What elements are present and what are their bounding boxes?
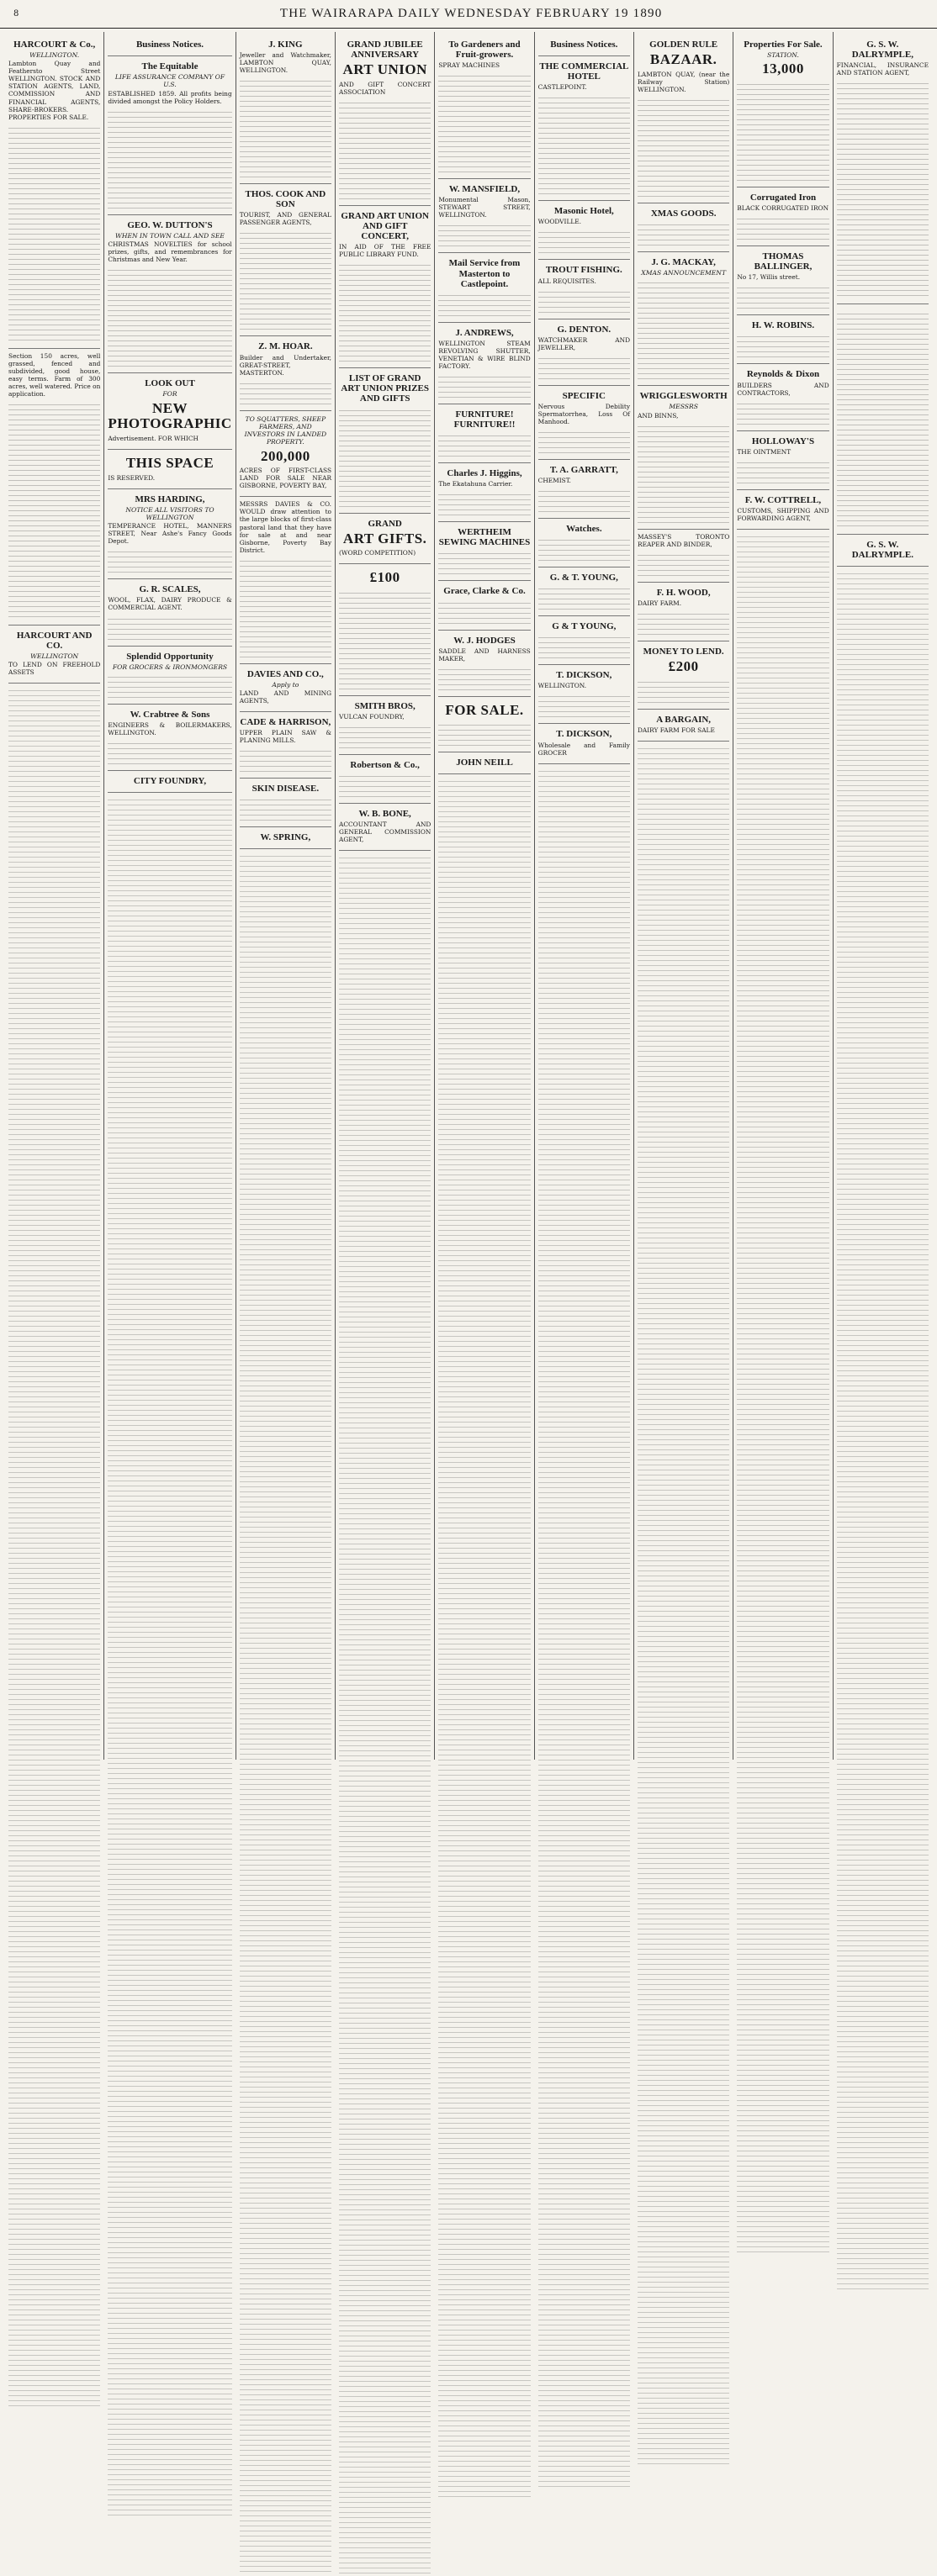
ad-heading: G & T YOUNG, [552, 621, 617, 632]
ad-heading: CADE & HARRISON, [240, 717, 331, 728]
ad-body-text: ACCOUNTANT AND GENERAL COMMISSION AGENT, [339, 821, 431, 844]
ad-heading: DAVIES AND CO., [246, 668, 324, 679]
body-text-lines [438, 431, 530, 457]
body-text-lines [339, 98, 431, 199]
ad-subheading: WHEN IN TOWN CALL AND SEE [115, 231, 225, 240]
ad-body-text: AND GIFT CONCERT ASSOCIATION [339, 80, 431, 96]
ad-heading: JOHN NEILL [456, 757, 513, 768]
advertisement [638, 641, 729, 710]
column-text-lines [538, 767, 630, 2489]
ad-heading: To Gardeners and Fruit-growers. [448, 40, 521, 61]
advertisement [737, 490, 828, 530]
ad-heading: Business Notices. [550, 40, 618, 50]
advertisement [108, 215, 231, 373]
ad-heading: F. W. COTTRELL, [744, 494, 822, 505]
masthead [0, 0, 937, 29]
ad-display-line: 13,000 [762, 61, 804, 77]
advertisement [108, 489, 231, 580]
ad-body-text: Section 150 acres, well grassed, fenced and subdivided, good house, easy terms. Farm of 300 acres, well watered. Price on application. [8, 351, 101, 398]
columns [5, 32, 932, 1760]
advertisement [438, 323, 530, 404]
ad-heading: F. H. WOOD, [656, 587, 711, 598]
ad-heading: GEO. W. DUTTON'S [127, 219, 213, 230]
body-text-lines [638, 678, 729, 703]
column-7 [634, 32, 733, 1760]
ad-heading: J. G. MACKAY, [651, 256, 716, 267]
ad-subheading: LIFE ASSURANCE COMPANY OF U.S. [114, 73, 225, 89]
advertisement [737, 431, 828, 490]
ad-heading: T. A. GARRATT, [549, 464, 618, 475]
ad-heading: W. MANSFIELD, [448, 184, 521, 195]
ad-body-text: TOURIST, AND GENERAL PASSENGER AGENTS, [239, 211, 332, 227]
body-text-lines [538, 536, 630, 561]
ad-heading: MRS HARDING, [135, 494, 205, 504]
ad-body-text: LAND AND MINING AGENTS, [239, 689, 332, 705]
advertisement [339, 755, 431, 804]
ad-heading: W. B. BONE, [358, 809, 411, 820]
ad-heading: Grace, Clarke & Co. [443, 586, 526, 597]
column-1 [5, 32, 104, 1760]
body-text-lines [538, 354, 630, 379]
advertisement [638, 252, 729, 386]
ad-body-text: CASTLEPOINT. [537, 83, 587, 92]
body-text-lines [638, 278, 729, 379]
body-text-lines [8, 400, 100, 619]
column-text-lines [638, 744, 729, 2467]
body-text-lines [108, 108, 231, 209]
ad-display-line: 200,000 [260, 447, 310, 464]
body-text-lines [737, 283, 828, 309]
ad-heading: GRAND ART UNION AND GIFT CONCERT, [341, 210, 429, 242]
advertisement [240, 336, 331, 410]
advertisement [737, 34, 828, 187]
advertisement [339, 514, 431, 565]
ad-heading: J. KING [268, 40, 303, 50]
advertisement [438, 404, 530, 463]
ad-heading: A BARGAIN, [656, 714, 712, 725]
ad-body-text: WATCHMAKER AND JEWELLER, [537, 335, 630, 351]
ad-heading: FURNITURE! FURNITURE!! [453, 409, 516, 430]
column-text-lines [837, 569, 929, 2292]
advertisement [108, 56, 231, 215]
advertisement [8, 349, 100, 626]
body-text-lines [108, 615, 231, 640]
advertisement [638, 386, 729, 529]
ad-display-line: NEW PHOTOGRAPHIC [108, 399, 232, 432]
body-text-lines [108, 547, 231, 573]
body-text-lines [638, 220, 729, 245]
column-6 [535, 32, 634, 1760]
advertisement [240, 184, 331, 336]
ad-heading: Charles J. Higgins, [447, 468, 522, 479]
advertisement [837, 535, 929, 567]
ad-heading: GRAND [368, 518, 402, 529]
body-text-lines [438, 665, 530, 690]
ad-body-text: ACRES OF FIRST-CLASS LAND FOR SALE NEAR GISBORNE, POVERTY BAY, [239, 467, 332, 490]
ad-subheading: MESSRS [669, 403, 698, 411]
ad-body-text: LAMBTON QUAY, (near the Railway Station) WELLINGTON. [638, 70, 730, 93]
ad-body-text: FINANCIAL, INSURANCE AND STATION AGENT, [836, 61, 929, 77]
ad-body-text: No 17, Willis street. [737, 273, 801, 282]
ad-heading: G. S. W. DALRYMPLE. [851, 540, 913, 561]
ad-heading: SKIN DISEASE. [251, 784, 320, 794]
ad-body-text: Jeweller and Watchmaker, LAMBTON QUAY, WELLINGTON. [239, 51, 332, 75]
advertisement [339, 206, 431, 368]
body-text-lines [240, 229, 331, 330]
advertisement [638, 583, 729, 641]
advertisement [108, 450, 231, 489]
advertisement [638, 710, 729, 742]
ad-heading: WERTHEIM SEWING MACHINES [438, 527, 531, 548]
ad-body-text: Nervous Debility Spermatorrhea, Loss Of Manhood. [537, 402, 630, 425]
advertisement [240, 664, 331, 712]
ad-heading: W. J. HODGES [453, 635, 516, 646]
advertisement [108, 34, 231, 56]
ad-subheading: TO SQUATTERS, SHEEP FARMERS, AND INVESTORS IN LANDED PROPERTY. [244, 414, 327, 446]
body-text-lines [638, 422, 729, 523]
body-text-lines [737, 458, 828, 483]
ad-subheading: WELLINGTON [30, 652, 79, 660]
ad-subheading: WELLINGTON. [29, 51, 80, 60]
ad-body-text: UPPER PLAIN SAW & PLANING MILLS. [239, 729, 332, 745]
advertisement [339, 34, 431, 206]
ad-heading: GOLDEN RULE [649, 40, 718, 50]
body-text-lines [538, 692, 630, 717]
ad-body-text: CUSTOMS, SHIPPING AND FORWARDING AGENT, [737, 506, 829, 522]
ad-display-line: ART GIFTS. [342, 530, 427, 546]
advertisement [538, 56, 630, 201]
column-9 [834, 32, 932, 1760]
ad-body-text: DAIRY FARM FOR SALE [638, 726, 715, 734]
ad-heading: XMAS GOODS. [650, 208, 717, 219]
column-4 [336, 32, 435, 1760]
advertisement [240, 779, 331, 827]
body-text-lines [339, 406, 431, 507]
advertisement [108, 373, 231, 450]
body-text-lines [438, 599, 530, 624]
ad-body-text: DAIRY FARM. [638, 599, 682, 607]
ad-body-text: Lambton Quay and Feathersto Street WELLINGTON. STOCK AND STATION AGENTS, LAND, COMMISSION AND FINANCIAL AGENTS, SHARE-BROKERS. PROPERTIES FOR SALE. [8, 60, 101, 121]
advertisement [737, 364, 828, 430]
ad-heading: G. & T. YOUNG, [549, 573, 618, 583]
advertisement [108, 771, 231, 793]
advertisement [538, 386, 630, 460]
advertisement [538, 201, 630, 260]
body-text-lines [837, 79, 929, 298]
advertisement [108, 647, 231, 705]
ad-heading: SMITH BROS, [354, 701, 416, 712]
ad-display-line: FOR SALE. [445, 701, 524, 718]
advertisement [837, 304, 929, 535]
body-text-lines [538, 228, 630, 253]
advertisement [108, 579, 231, 646]
body-text-lines [339, 589, 431, 689]
advertisement [438, 697, 530, 753]
ad-subheading: Apply to [272, 680, 299, 689]
advertisement [339, 696, 431, 755]
ad-body-text: ALL REQUISITES. [537, 277, 596, 285]
ad-body-text: TO LEND ON FREEHOLD ASSETS [8, 661, 101, 677]
ad-body-text: ENGINEERS & BOILERMAKERS, WELLINGTON. [108, 721, 232, 736]
ad-body-text: VULCAN FOUNDRY, [339, 713, 405, 721]
advertisement [438, 631, 530, 697]
advertisement [240, 497, 331, 663]
advertisement [538, 616, 630, 665]
advertisement [240, 827, 331, 849]
ad-body-text: ESTABLISHED 1859. All profits being divided amongst the Policy Holders. [108, 89, 232, 105]
ad-body-text: WELLINGTON. [537, 682, 587, 690]
body-text-lines [737, 80, 828, 181]
body-text-lines [438, 549, 530, 574]
ad-heading: Mail Service from Masterton to Castlepoint. [448, 258, 521, 289]
advertisement [108, 705, 231, 771]
column-text-lines [737, 532, 828, 2255]
ad-body-text: IS RESERVED. [108, 473, 156, 482]
advertisement [438, 581, 530, 630]
ad-heading: MONEY TO LEND. [643, 646, 724, 657]
column-2 [104, 32, 236, 1760]
ad-heading: HARCOURT & Co., [13, 40, 96, 50]
ad-body-text: AND BINNS, [638, 411, 679, 420]
ad-body-text: TEMPERANCE HOTEL, MANNERS STREET, Near Ashe's Fancy Goods Depot. [108, 522, 232, 546]
ad-body-text: Builder and Undertaker, GREAT-STREET, MASTERTON. [239, 353, 332, 377]
ad-heading: THOS. COOK AND SON [245, 189, 326, 210]
ad-heading: The Equitable [141, 61, 199, 72]
body-text-lines [737, 214, 828, 240]
body-text-lines [438, 291, 530, 316]
advertisement [339, 368, 431, 513]
advertisement [339, 804, 431, 851]
advertisement [538, 519, 630, 567]
ad-heading: J. ANDREWS, [455, 327, 514, 338]
ad-display-line: £200 [668, 657, 699, 674]
body-text-lines [240, 795, 331, 821]
ad-body-text: Wholesale and Family GROCER [537, 741, 630, 757]
ad-heading: LOOK OUT [145, 378, 195, 389]
body-text-lines [638, 96, 729, 197]
body-text-lines [438, 490, 530, 515]
ad-heading: Splendid Opportunity [126, 651, 214, 662]
ad-body-text: MESSRS DAVIES & CO. WOULD draw attention to the large blocks of first-class pastoral land that they have for sale at and near Gisborne, Poverty Bay District. [239, 500, 332, 554]
ad-body-text: (WORD COMPETITION) [339, 549, 416, 557]
body-text-lines [538, 428, 630, 453]
advertisement [240, 411, 331, 498]
ad-heading: G. DENTON. [557, 324, 611, 335]
ad-body-text: The Ekatahuna Carrier. [438, 480, 513, 488]
page-number: 8 [13, 9, 19, 18]
advertisement [538, 724, 630, 763]
ad-display-line: THIS SPACE [125, 454, 214, 471]
advertisement [438, 34, 530, 179]
ad-heading: H. W. ROBINS. [751, 320, 815, 331]
ad-body-text: WELLINGTON STEAM REVOLVING SHUTTER, VENETIAN & WIRE BLIND FACTORY. [438, 339, 531, 370]
body-text-lines [339, 261, 431, 362]
body-text-lines [438, 221, 530, 246]
advertisement [438, 463, 530, 522]
ad-heading: TROUT FISHING. [545, 265, 622, 276]
advertisement [538, 260, 630, 319]
body-text-lines [339, 723, 431, 748]
body-text-lines [837, 309, 929, 528]
body-text-lines [108, 739, 231, 764]
column-text-lines [240, 852, 331, 2574]
body-text-lines [737, 399, 828, 425]
ad-body-text: BLACK CORRUGATED IRON [737, 204, 829, 213]
ad-heading: SPECIFIC [562, 390, 606, 401]
ad-body-text: SPRAY MACHINES [438, 61, 500, 70]
ad-heading: THOMAS BALLINGER, [754, 251, 813, 272]
body-text-lines [638, 551, 729, 576]
advertisement [638, 530, 729, 583]
ad-body-text: BUILDERS AND CONTRACTORS, [737, 381, 829, 397]
column-5 [435, 32, 534, 1760]
body-text-lines [8, 124, 100, 342]
ad-heading: GRAND JUBILEE ANNIVERSARY [347, 40, 423, 61]
newspaper-title: THE WAIRARAPA DAILY WEDNESDAY FEBRUARY 19 1890 [279, 7, 663, 20]
ad-subheading: FOR [162, 390, 177, 399]
advertisement [638, 203, 729, 252]
body-text-lines [240, 747, 331, 772]
ad-heading: THE COMMERCIAL HOTEL [539, 61, 629, 82]
ad-heading: HOLLOWAY'S [751, 435, 815, 446]
advertisement [638, 34, 729, 203]
advertisement [240, 34, 331, 184]
ad-body-text: THE OINTMENT [737, 447, 791, 456]
advertisement [8, 626, 100, 684]
ad-body-text: SADDLE AND HARNESS MAKER, [438, 647, 531, 662]
ad-heading: G. R. SCALES, [139, 584, 201, 595]
body-text-lines [538, 288, 630, 313]
column-8 [733, 32, 833, 1760]
body-text-lines [339, 772, 431, 797]
advertisement [538, 460, 630, 519]
body-text-lines [538, 487, 630, 512]
ad-heading: Business Notices. [135, 40, 204, 50]
ad-heading: T. DICKSON, [556, 729, 612, 740]
ad-display-line: £100 [369, 569, 400, 586]
column-text-lines [8, 686, 100, 2409]
body-text-lines [538, 93, 630, 194]
ad-heading: Corrugated Iron [749, 193, 817, 203]
column-text-lines [108, 795, 231, 2518]
ad-heading: W. SPRING, [260, 832, 311, 843]
body-text-lines [538, 584, 630, 610]
ad-heading: Properties For Sale. [744, 40, 823, 50]
advertisement [438, 179, 530, 253]
body-text-lines [240, 77, 331, 177]
advertisement [737, 246, 828, 315]
body-text-lines [638, 610, 729, 635]
ad-heading: Masonic Hotel, [553, 206, 614, 217]
ad-body-text: MASSEY'S TORONTO REAPER AND BINDER, [638, 532, 730, 548]
ad-heading: Z. M. HOAR. [258, 341, 313, 352]
ad-heading: WRIGGLESWORTH [639, 391, 728, 402]
ad-heading: Watches. [566, 524, 602, 535]
body-text-lines [438, 71, 530, 172]
body-text-lines [108, 673, 231, 698]
advertisement [438, 253, 530, 322]
ad-body-text: Monumental Mason, STEWART STREET, WELLINGTON. [438, 196, 531, 219]
advertisement [240, 712, 331, 779]
ad-body-text: CHRISTMAS NOVELTIES for school prizes, gifts, and remembrances for Christmas and New Year. [108, 240, 232, 264]
ad-heading: LIST OF GRAND ART UNION PRIZES AND GIFTS [341, 373, 429, 404]
ad-heading: HARCOURT AND CO. [16, 630, 93, 651]
ad-heading: CITY FOUNDRY, [133, 776, 207, 786]
advertisement [438, 752, 530, 774]
advertisement [737, 187, 828, 246]
ad-body-text: CHEMIST. [537, 477, 571, 484]
advertisement [837, 34, 929, 304]
ad-body-text: WOOL, FLAX, DAIRY PRODUCE & COMMERCIAL AGENT. [108, 596, 232, 612]
ad-subheading: XMAS ANNOUNCEMENT [641, 269, 727, 277]
body-text-lines [240, 557, 331, 657]
advertisement [8, 34, 100, 349]
ad-body-text: Advertisement. FOR WHICH [108, 434, 199, 442]
ad-display-line: ART UNION [342, 61, 427, 78]
body-text-lines [438, 372, 530, 398]
column-3 [236, 32, 336, 1760]
advertisement [538, 567, 630, 616]
ad-heading: Robertson & Co., [350, 760, 420, 771]
ad-body-text: WOODVILLE. [537, 218, 581, 226]
ad-body-text: IN AID OF THE FREE PUBLIC LIBRARY FUND. [339, 243, 431, 259]
advertisement [538, 665, 630, 724]
ad-subheading: FOR GROCERS & IRONMONGERS [112, 662, 228, 671]
body-text-lines [737, 332, 828, 357]
advertisement [538, 34, 630, 56]
advertisement [737, 315, 828, 364]
column-text-lines [438, 777, 530, 2499]
advertisement [438, 522, 530, 581]
body-text-lines [538, 633, 630, 658]
ad-subheading: NOTICE ALL VISITORS TO WELLINGTON [125, 505, 214, 521]
body-text-lines [438, 721, 530, 746]
body-text-lines [108, 266, 231, 367]
ad-display-line: BAZAAR. [649, 51, 717, 68]
ad-heading: T. DICKSON, [556, 670, 612, 681]
ad-heading: W. Crabtree & Sons [130, 709, 210, 720]
advertisement [339, 564, 431, 696]
advertisement [538, 319, 630, 386]
ad-heading: G. S. W. DALRYMPLE, [851, 40, 913, 61]
ad-heading: Reynolds & Dixon [746, 369, 820, 380]
ad-subheading: STATION. [767, 51, 799, 60]
body-text-lines [240, 379, 331, 404]
column-text-lines [339, 853, 431, 2576]
